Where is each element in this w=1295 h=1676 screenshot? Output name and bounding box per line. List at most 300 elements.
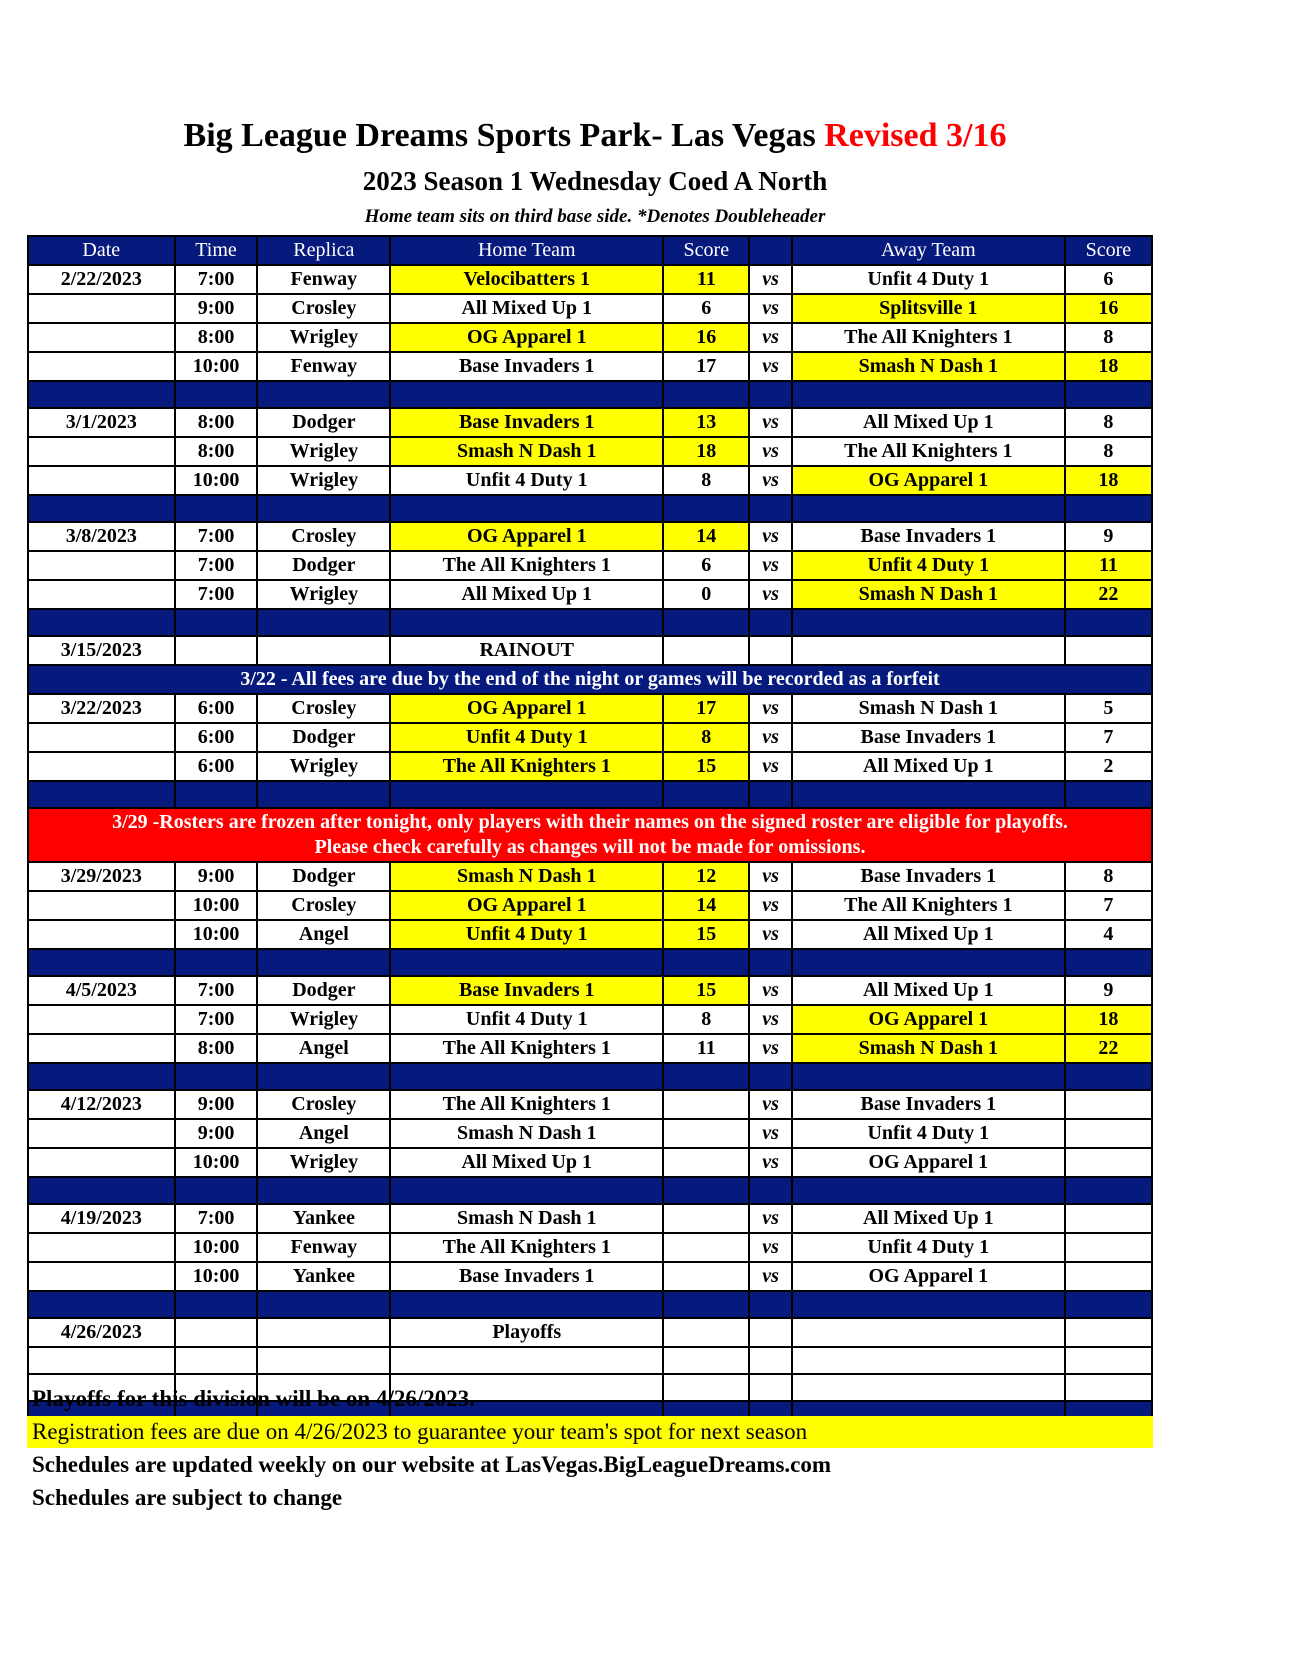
game-row: [28, 1204, 1152, 1233]
away-score: 6: [1065, 265, 1152, 294]
empty-cell: [390, 1347, 663, 1374]
vs-label: vs: [749, 1204, 791, 1233]
separator-cell: [663, 781, 749, 808]
vs-label: vs: [749, 1262, 791, 1291]
home-team: Unfit 4 Duty 1: [390, 920, 663, 949]
separator-cell: [749, 1063, 791, 1090]
game-row: [28, 723, 1152, 752]
game-time: 10:00: [175, 1262, 258, 1291]
playoffs-label: Playoffs: [390, 1318, 663, 1347]
game-date: [28, 294, 175, 323]
field-name: Fenway: [257, 1233, 390, 1262]
game-time: 9:00: [175, 862, 258, 891]
game-row: [28, 323, 1152, 352]
website-note: Schedules are updated weekly on our website at LasVegas.BigLeagueDreams.com: [32, 1452, 832, 1477]
separator-cell: [663, 381, 749, 408]
away-score: 5: [1065, 694, 1152, 723]
separator-cell: [28, 781, 175, 808]
away-score: 7: [1065, 723, 1152, 752]
field-name: Wrigley: [257, 1005, 390, 1034]
game-time: 10:00: [175, 920, 258, 949]
empty-row: [28, 1347, 1152, 1374]
separator-cell: [28, 949, 175, 976]
away-team: Smash N Dash 1: [792, 1034, 1065, 1063]
away-score: 16: [1065, 294, 1152, 323]
game-time: 10:00: [175, 1148, 258, 1177]
separator-cell: [257, 1177, 390, 1204]
home-score: 6: [663, 551, 749, 580]
home-team: The All Knighters 1: [390, 551, 663, 580]
away-score: [1065, 1119, 1152, 1148]
away-team: OG Apparel 1: [792, 1005, 1065, 1034]
home-team: Base Invaders 1: [390, 976, 663, 1005]
separator-cell: [390, 609, 663, 636]
separator-cell: [792, 949, 1065, 976]
field-name: Crosley: [257, 694, 390, 723]
empty-cell: [749, 636, 791, 665]
game-time: 10:00: [175, 891, 258, 920]
separator-cell: [1065, 1177, 1152, 1204]
field-name: Dodger: [257, 976, 390, 1005]
separator-cell: [1065, 1291, 1152, 1318]
game-time: 6:00: [175, 723, 258, 752]
field-name: Wrigley: [257, 580, 390, 609]
game-time: 9:00: [175, 1090, 258, 1119]
vs-label: vs: [749, 551, 791, 580]
game-date: 4/12/2023: [28, 1090, 175, 1119]
col-away-score: Score: [1065, 236, 1152, 265]
game-time: 7:00: [175, 265, 258, 294]
empty-cell: [1065, 1347, 1152, 1374]
game-row: [28, 408, 1152, 437]
separator-cell: [390, 1177, 663, 1204]
game-time: 7:00: [175, 1005, 258, 1034]
home-team: Smash N Dash 1: [390, 1204, 663, 1233]
away-score: 2: [1065, 752, 1152, 781]
separator-cell: [749, 381, 791, 408]
header-row: [28, 236, 1152, 265]
game-date: [28, 1148, 175, 1177]
home-score: 16: [663, 323, 749, 352]
away-team: All Mixed Up 1: [792, 408, 1065, 437]
separator-row: [28, 495, 1152, 522]
game-time: 8:00: [175, 408, 258, 437]
away-score: 9: [1065, 522, 1152, 551]
game-time: 8:00: [175, 437, 258, 466]
roster-alert-line1: 3/29 -Rosters are frozen after tonight, only players with their names on the signed roster are eligible for playoffs.: [112, 811, 1068, 833]
away-team: Base Invaders 1: [792, 522, 1065, 551]
col-time: Time: [175, 236, 258, 265]
home-score: [663, 1204, 749, 1233]
col-home-score: Score: [663, 236, 749, 265]
fee-banner-row: [28, 665, 1152, 694]
schedule-body: [28, 265, 1152, 1428]
home-team: All Mixed Up 1: [390, 1148, 663, 1177]
separator-cell: [749, 609, 791, 636]
separator-cell: [792, 781, 1065, 808]
away-score: [1065, 1204, 1152, 1233]
game-time: 10:00: [175, 466, 258, 495]
away-score: 22: [1065, 580, 1152, 609]
separator-cell: [175, 1291, 258, 1318]
field-name: Crosley: [257, 891, 390, 920]
game-row: [28, 862, 1152, 891]
col-vs: [749, 236, 791, 265]
game-date: [28, 352, 175, 381]
empty-cell: [749, 1347, 791, 1374]
game-time: 8:00: [175, 1034, 258, 1063]
home-team: OG Apparel 1: [390, 694, 663, 723]
separator-cell: [257, 1063, 390, 1090]
field-name: Dodger: [257, 408, 390, 437]
home-score: 14: [663, 522, 749, 551]
empty-cell: [792, 636, 1065, 665]
separator-cell: [792, 1063, 1065, 1090]
separator-cell: [663, 1291, 749, 1318]
game-row: [28, 352, 1152, 381]
field-name: Wrigley: [257, 466, 390, 495]
vs-label: vs: [749, 920, 791, 949]
separator-cell: [257, 1291, 390, 1318]
away-score: [1065, 1262, 1152, 1291]
game-time: 7:00: [175, 1204, 258, 1233]
vs-label: vs: [749, 1005, 791, 1034]
field-name: Fenway: [257, 352, 390, 381]
empty-cell: [257, 636, 390, 665]
away-score: 18: [1065, 1005, 1152, 1034]
registration-note: Registration fees are due on 4/26/2023 to guarantee your team's spot for next season: [27, 1416, 1153, 1448]
game-time: 8:00: [175, 323, 258, 352]
field-name: Wrigley: [257, 752, 390, 781]
home-score: [663, 1233, 749, 1262]
vs-label: vs: [749, 1119, 791, 1148]
home-score: 15: [663, 752, 749, 781]
away-team: Base Invaders 1: [792, 862, 1065, 891]
field-name: Crosley: [257, 294, 390, 323]
separator-cell: [390, 381, 663, 408]
away-team: Base Invaders 1: [792, 723, 1065, 752]
game-time: 6:00: [175, 752, 258, 781]
game-row: [28, 1262, 1152, 1291]
separator-cell: [175, 609, 258, 636]
separator-cell: [28, 609, 175, 636]
home-team: Smash N Dash 1: [390, 862, 663, 891]
game-date: [28, 1262, 175, 1291]
vs-label: vs: [749, 862, 791, 891]
away-score: [1065, 1090, 1152, 1119]
change-note: Schedules are subject to change: [32, 1485, 343, 1510]
separator-cell: [257, 609, 390, 636]
home-team: OG Apparel 1: [390, 323, 663, 352]
separator-cell: [663, 1063, 749, 1090]
game-time: 9:00: [175, 294, 258, 323]
away-score: 18: [1065, 352, 1152, 381]
game-time: 7:00: [175, 976, 258, 1005]
game-date: 4/19/2023: [28, 1204, 175, 1233]
home-team: Unfit 4 Duty 1: [390, 466, 663, 495]
field-name: Yankee: [257, 1204, 390, 1233]
separator-cell: [663, 609, 749, 636]
fee-banner: 3/22 - All fees are due by the end of the night or games will be recorded as a forfeit: [28, 665, 1152, 694]
separator-row: [28, 781, 1152, 808]
home-score: 6: [663, 294, 749, 323]
empty-cell: [175, 1347, 258, 1374]
home-team: The All Knighters 1: [390, 752, 663, 781]
separator-cell: [175, 381, 258, 408]
game-date: 4/26/2023: [28, 1318, 175, 1347]
separator-cell: [1065, 495, 1152, 522]
home-score: 15: [663, 920, 749, 949]
game-row: [28, 551, 1152, 580]
separator-cell: [792, 495, 1065, 522]
away-team: Unfit 4 Duty 1: [792, 551, 1065, 580]
vs-label: vs: [749, 1090, 791, 1119]
home-team: Base Invaders 1: [390, 1262, 663, 1291]
game-row: [28, 522, 1152, 551]
separator-cell: [1065, 949, 1152, 976]
home-score: 12: [663, 862, 749, 891]
separator-cell: [28, 381, 175, 408]
page-title: [0, 115, 1190, 157]
vs-label: vs: [749, 522, 791, 551]
separator-cell: [257, 381, 390, 408]
home-team: OG Apparel 1: [390, 522, 663, 551]
away-team: The All Knighters 1: [792, 891, 1065, 920]
vs-label: vs: [749, 294, 791, 323]
away-team: Smash N Dash 1: [792, 694, 1065, 723]
home-team: The All Knighters 1: [390, 1034, 663, 1063]
empty-cell: [175, 1318, 258, 1347]
game-row: [28, 1034, 1152, 1063]
home-team: The All Knighters 1: [390, 1090, 663, 1119]
separator-cell: [1065, 381, 1152, 408]
separator-cell: [175, 1063, 258, 1090]
home-score: 15: [663, 976, 749, 1005]
game-time: 7:00: [175, 522, 258, 551]
game-time: 7:00: [175, 551, 258, 580]
game-date: 3/22/2023: [28, 694, 175, 723]
home-team: Base Invaders 1: [390, 352, 663, 381]
away-score: 7: [1065, 891, 1152, 920]
separator-cell: [749, 1177, 791, 1204]
away-score: [1065, 1233, 1152, 1262]
away-score: [1065, 1148, 1152, 1177]
away-team: Splitsville 1: [792, 294, 1065, 323]
game-row: [28, 976, 1152, 1005]
game-row: [28, 265, 1152, 294]
separator-cell: [28, 1291, 175, 1318]
home-team: All Mixed Up 1: [390, 580, 663, 609]
game-time: 9:00: [175, 1119, 258, 1148]
home-score: 14: [663, 891, 749, 920]
game-row: [28, 466, 1152, 495]
separator-cell: [257, 949, 390, 976]
separator-cell: [749, 495, 791, 522]
vs-label: vs: [749, 752, 791, 781]
away-score: 8: [1065, 323, 1152, 352]
rainout-label: RAINOUT: [390, 636, 663, 665]
separator-cell: [792, 609, 1065, 636]
home-score: 17: [663, 352, 749, 381]
vs-label: vs: [749, 580, 791, 609]
roster-alert-line2: Please check carefully as changes will not be made for omissions.: [314, 836, 866, 858]
separator-row: [28, 1177, 1152, 1204]
home-score: 18: [663, 437, 749, 466]
home-score: 11: [663, 1034, 749, 1063]
separator-cell: [390, 949, 663, 976]
field-name: Angel: [257, 920, 390, 949]
home-score: 8: [663, 466, 749, 495]
empty-cell: [175, 636, 258, 665]
game-row: [28, 920, 1152, 949]
away-team: The All Knighters 1: [792, 437, 1065, 466]
roster-alert: [28, 808, 1152, 862]
separator-cell: [257, 495, 390, 522]
away-team: Smash N Dash 1: [792, 580, 1065, 609]
home-score: 8: [663, 1005, 749, 1034]
separator-row: [28, 1291, 1152, 1318]
game-time: 10:00: [175, 352, 258, 381]
col-away-team: Away Team: [792, 236, 1065, 265]
away-score: 18: [1065, 466, 1152, 495]
away-score: 8: [1065, 862, 1152, 891]
home-team: The All Knighters 1: [390, 1233, 663, 1262]
separator-cell: [28, 495, 175, 522]
game-date: [28, 551, 175, 580]
empty-cell: [792, 1347, 1065, 1374]
revised-label: Revised 3/16: [824, 117, 1007, 154]
field-name: Wrigley: [257, 437, 390, 466]
vs-label: vs: [749, 723, 791, 752]
empty-cell: [663, 1318, 749, 1347]
game-date: [28, 466, 175, 495]
vs-label: vs: [749, 891, 791, 920]
away-score: 4: [1065, 920, 1152, 949]
field-name: Yankee: [257, 1262, 390, 1291]
separator-cell: [390, 1063, 663, 1090]
separator-cell: [792, 1177, 1065, 1204]
home-score: [663, 1119, 749, 1148]
col-replica: Replica: [257, 236, 390, 265]
game-date: [28, 1005, 175, 1034]
separator-cell: [749, 949, 791, 976]
away-team: OG Apparel 1: [792, 1262, 1065, 1291]
empty-cell: [663, 1347, 749, 1374]
game-date: [28, 437, 175, 466]
empty-cell: [663, 636, 749, 665]
separator-cell: [390, 1291, 663, 1318]
game-date: [28, 891, 175, 920]
vs-label: vs: [749, 1034, 791, 1063]
col-home-team: Home Team: [390, 236, 663, 265]
separator-cell: [663, 1177, 749, 1204]
separator-cell: [257, 781, 390, 808]
away-team: All Mixed Up 1: [792, 752, 1065, 781]
home-score: [663, 1148, 749, 1177]
schedule-table: [27, 235, 1153, 1429]
game-time: 6:00: [175, 694, 258, 723]
separator-cell: [28, 1177, 175, 1204]
vs-label: vs: [749, 1148, 791, 1177]
game-row: [28, 1005, 1152, 1034]
game-row: [28, 580, 1152, 609]
field-name: Dodger: [257, 551, 390, 580]
empty-cell: [1065, 636, 1152, 665]
empty-cell: [1065, 1318, 1152, 1347]
rainout-row: [28, 636, 1152, 665]
away-team: All Mixed Up 1: [792, 920, 1065, 949]
empty-cell: [257, 1318, 390, 1347]
away-team: Smash N Dash 1: [792, 352, 1065, 381]
field-name: Fenway: [257, 265, 390, 294]
away-team: Unfit 4 Duty 1: [792, 1233, 1065, 1262]
vs-label: vs: [749, 352, 791, 381]
home-team: Base Invaders 1: [390, 408, 663, 437]
field-name: Wrigley: [257, 323, 390, 352]
separator-cell: [1065, 609, 1152, 636]
separator-row: [28, 381, 1152, 408]
separator-cell: [1065, 781, 1152, 808]
empty-cell: [257, 1347, 390, 1374]
playoffs-note: Playoffs for this division will be on 4/26/2023.: [32, 1386, 476, 1411]
separator-cell: [663, 495, 749, 522]
col-date: Date: [28, 236, 175, 265]
game-date: 2/22/2023: [28, 265, 175, 294]
field-name: Wrigley: [257, 1148, 390, 1177]
game-row: [28, 294, 1152, 323]
game-row: [28, 891, 1152, 920]
home-team: Velocibatters 1: [390, 265, 663, 294]
home-score: [663, 1090, 749, 1119]
home-team: Unfit 4 Duty 1: [390, 723, 663, 752]
away-score: 8: [1065, 437, 1152, 466]
game-time: 7:00: [175, 580, 258, 609]
vs-label: vs: [749, 265, 791, 294]
game-date: [28, 580, 175, 609]
away-team: OG Apparel 1: [792, 1148, 1065, 1177]
separator-cell: [792, 381, 1065, 408]
game-row: [28, 1148, 1152, 1177]
game-row: [28, 752, 1152, 781]
separator-cell: [175, 495, 258, 522]
away-score: 9: [1065, 976, 1152, 1005]
separator-row: [28, 609, 1152, 636]
game-date: 4/5/2023: [28, 976, 175, 1005]
game-row: [28, 1090, 1152, 1119]
away-team: The All Knighters 1: [792, 323, 1065, 352]
empty-cell: [792, 1318, 1065, 1347]
roster-alert-row: [28, 808, 1152, 862]
vs-label: vs: [749, 323, 791, 352]
vs-label: vs: [749, 408, 791, 437]
game-time: 10:00: [175, 1233, 258, 1262]
separator-cell: [175, 1177, 258, 1204]
vs-label: vs: [749, 1233, 791, 1262]
game-row: [28, 1119, 1152, 1148]
game-date: [28, 752, 175, 781]
game-row: [28, 437, 1152, 466]
field-name: Crosley: [257, 1090, 390, 1119]
home-score: 13: [663, 408, 749, 437]
game-date: [28, 920, 175, 949]
home-team: All Mixed Up 1: [390, 294, 663, 323]
home-team: Unfit 4 Duty 1: [390, 1005, 663, 1034]
home-team: Smash N Dash 1: [390, 437, 663, 466]
vs-label: vs: [749, 466, 791, 495]
separator-row: [28, 949, 1152, 976]
away-score: 8: [1065, 408, 1152, 437]
away-team: Base Invaders 1: [792, 1090, 1065, 1119]
